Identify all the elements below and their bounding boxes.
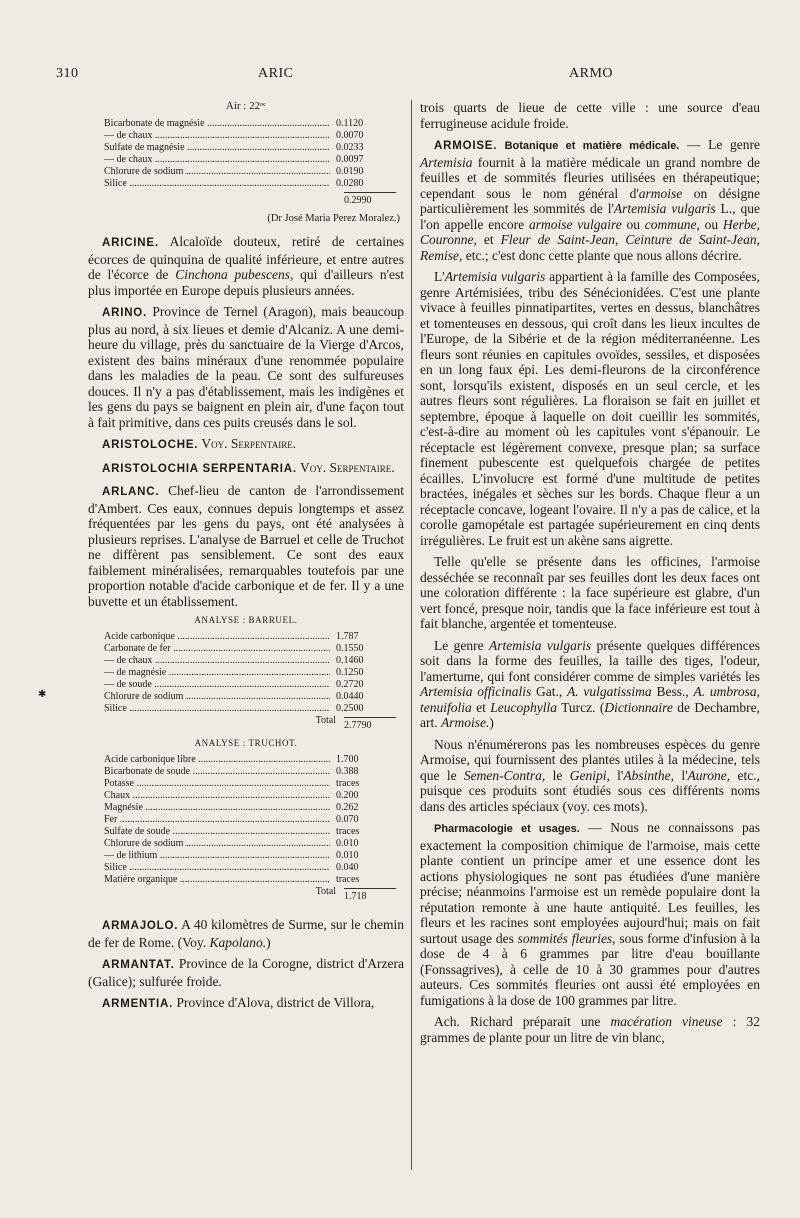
entry-armoise: ARMOISE. Botanique et matière médicale. — Le genre Artemisia fournit à la matière médicale un grand nombre de feuilles et de sommités fleuries utilisées en thérapeutique; cependant sous le nom général d'armoise on désigne particulièrement les sommités de l'Artemisia vulgaris L., que l'on appelle encore armoise vulgaire ou commune, ou Herbe, Couronne, et Fleur de Saint-Jean, Ceinture de Saint-Jean, Remise, etc.; c'est donc cette plante que nous allons décrire.: [420, 137, 761, 263]
table-row: — de soude ..... 0.2720: [104, 679, 396, 691]
entry-aristolochia-serpentaria: ARISTOLOCHIA SERPENTARIA. Voy. Serpentaire.: [102, 459, 395, 475]
table-row: Bicarbonate de magnésie ..... 0.1120: [104, 118, 396, 130]
analysis-caption-truchot: ANALYSE : TRUCHOT.: [194, 738, 298, 748]
table-row: Chaux ..... 0.200: [104, 790, 396, 802]
paragraph-varieties: Le genre Artemisia vulgaris présente quelques différences soit dans la forme des feuilles, la taille des tiges, l'odeur, l'amertume, qui font considérer comme de simples variétés les Artemisia officinalis Gat., A. vulgatissima Bess., A. umbrosa, tenuifolia et Leucophylla Turcz. (Dictionnaire de Dechambre, art. Armoise.): [420, 637, 760, 730]
paragraph-armentia-cont: trois quarts de lieue de cette ville : une source d'eau ferrugineuse acidule froide.: [420, 100, 760, 131]
table-row: Sulfate de soude ..... traces: [104, 826, 396, 838]
air-temperature-label: Air : 22ᵒᶜ: [225, 100, 267, 112]
table-row: — de chaux ..... 0.1460: [104, 655, 396, 667]
table-row: — de lithium ..... 0.010: [104, 850, 396, 862]
table-total: Total 1.718: [104, 886, 396, 903]
table-row: Silice ..... 0.0280: [104, 178, 396, 190]
analysis-table-1: [104, 118, 396, 207]
analysis-credit: (Dr José Maria Perez Moralez.): [267, 213, 400, 224]
entry-aricine: ARICINE. Alcaloïde douteux, retiré de certaines écorces de quinquina de qualité inférieure, et entre autres de l'écorce de Cinchona pubescens, qui d'ailleurs n'est plus importée en Europe depuis plusieurs années.: [88, 234, 405, 298]
paragraph-officines: Telle qu'elle se présente dans les officines, l'armoise desséchée se reconnaît par ses feuilles dont les deux faces ont une coloration différente : la face supérieure est glabre, d'un vert foncé, presque noir, tandis que la face inférieure est tout à fait blanche, argentée et tomenteuse.: [420, 554, 760, 631]
left-column: [88, 100, 404, 1019]
margin-mark: ✱: [38, 689, 47, 700]
table-row: Potasse ..... traces: [104, 778, 396, 790]
paragraph-description: L'Artemisia vulgaris appartient à la famille des Composées, genre Artémisiées, tribu des Sénécionidées. C'est une plante vivace à feuilles pinnatipartites, vertes en dessus, blanchâtres et tomenteuses en dessous, qui croît dans les lieux incultes de l'Europe, de la Sibérie et de la région méditerranéenne. Les fleurs sont réunies en capitules ovoïdes, sessiles, et disposées en un long faux épi. Les demi-fleurons de la circonférence sont, lorsqu'ils existent, disposés en un seul cercle, et les autres fleurs sont régulières. La floraison se fait en juillet et septembre, époque à laquelle on doit cueillir les sommités, c'est-à-dire au moment où les capitules vont s'épanouir. Le réceptacle est légèrement convexe, presque plan; sa surface finement pubescente est quelquefois chargée de petites écailles. L'involucre est formé d'une multitude de petites bractées, inégales et sèches sur les bords. Chaque fleur a un réceptacle concave, logeant l'ovaire. Il n'y a pas de calice, et la corolle gamopétale est partagée supérieurement en cinq dents irrégulières. Le fruit est un akène sans aigrette.: [420, 269, 760, 548]
table-row: Carbonate de fer ..... 0.1550: [104, 643, 396, 655]
table-total: Total 2.7790: [104, 715, 396, 732]
table-row: Acide carbonique libre ..... 1.700: [104, 754, 396, 766]
table-row: Chlorure de sodium ..... 0.0440: [104, 691, 396, 703]
analysis-caption-barruel: ANALYSE : BARRUEL.: [194, 615, 298, 625]
table-row: — de chaux ..... 0.0070: [104, 130, 396, 142]
entry-armantat: ARMANTAT. Province de la Corogne, district d'Arzera (Galice); sulfurée froide.: [88, 956, 404, 989]
paragraph-pharmacologie: Pharmacologie et usages. — Nous ne connaissons pas exactement la composition chimique de l'armoise, mais cette plante contient un principe amer et une essence dont les actions physiologiques ne sont pas étudiées d'une manière précise; néanmoins l'armoise est un remède populaire dont la réputation remonte à une haute antiquité. Les feuilles, les fleurs et les racines sont employées aujourd'hui; mais on fait surtout usage des sommités fleuries, sous forme d'infusion à la dose de 4 à 6 grammes par litre d'eau bouillante (Fonssagrives), à celle de 10 à 30 grammes pour d'autres auteurs. Ces sommités fleuries ont aussi été employées en fumigations à la dose de 100 grammes par litre.: [420, 820, 760, 1008]
entry-arlanc: ARLANC. Chef-lieu de canton de l'arrondissement d'Ambert. Ces eaux, connues depuis longtemps et assez fréquentées par les gens du pays, ont été analysées à plusieurs reprises. L'analyse de Barruel et celle de Truchot ne diffèrent pas sensiblement. Ce sont des eaux faiblement minéralisées, remarquables toutefois par une proportion notable d'acide carbonique et de fer. Il y a une buvette et un établissement.: [88, 483, 404, 609]
column-divider: [411, 100, 412, 1170]
entry-arino: ARINO. Province de Ternel (Aragon), mais beaucoup plus au nord, à six lieues et demie d'Alcaniz. A une demi-heure du village, près du sanctuaire de la Vierge d'Arcos, existent des bains minéraux d'une renommée populaire dans les maladies de la peau. Ce sont des sulfureuses douces. Il n'y a pas d'établissement, mais les indigènes et les gens du pays se baignent en plein air, d'une façon tout à fait primitive, dans ces puits creusés dans le sol.: [88, 304, 404, 430]
entry-armajolo: ARMAJOLO. A 40 kilomètres de Surme, sur le chemin de fer de Rome. (Voy. Kapolano.): [88, 917, 404, 950]
table-row: Magnésie ..... 0.262: [104, 802, 396, 814]
table-row: Silice ..... 0.2500: [104, 703, 396, 715]
running-head-right: ARMO: [569, 66, 614, 81]
table-row: — de magnésie ..... 0.1250: [104, 667, 396, 679]
paragraph-richard: Ach. Richard préparait une macération vineuse : 32 grammes de plante pour un litre de vin blanc,: [420, 1014, 760, 1045]
table-row: Chlorure de sodium ..... 0.010: [104, 838, 396, 850]
entry-aristoloche: ARISTOLOCHE. Voy. Serpentaire.: [102, 436, 297, 451]
table-row: Silice ..... 0.040: [104, 862, 396, 874]
table-row: Bicarbonate de soude ..... 0.388: [104, 766, 396, 778]
table-row: Chlorure de sodium ..... 0.0190: [104, 166, 396, 178]
entry-armentia: ARMENTIA. Province d'Alova, district de Villora,: [102, 995, 375, 1010]
table-row: Matière organique ..... traces: [104, 874, 396, 886]
right-column: [420, 100, 760, 1051]
paragraph-species: Nous n'énumérerons pas les nombreuses espèces du genre Armoise, qui fournissent des plantes utiles à la médecine, tels que le Semen-Contra, le Genipi, l'Absinthe, l'Aurone, etc., puisque ces produits sont étudiés sous ces différents noms dans des articles spéciaux (voy. ces mots).: [420, 736, 760, 814]
table-row: Sulfate de magnésie ..... 0.0233: [104, 142, 396, 154]
table-row: Fer ..... 0.070: [104, 814, 396, 826]
running-head-left: ARIC: [258, 66, 294, 81]
page-number: 310: [56, 66, 79, 81]
table-total: 0.2990: [104, 190, 396, 207]
analysis-table-truchot: [104, 754, 396, 903]
table-row: Acide carbonique ..... 1.787: [104, 631, 396, 643]
table-row: — de chaux ..... 0.0097: [104, 154, 396, 166]
analysis-table-barruel: [104, 631, 396, 732]
